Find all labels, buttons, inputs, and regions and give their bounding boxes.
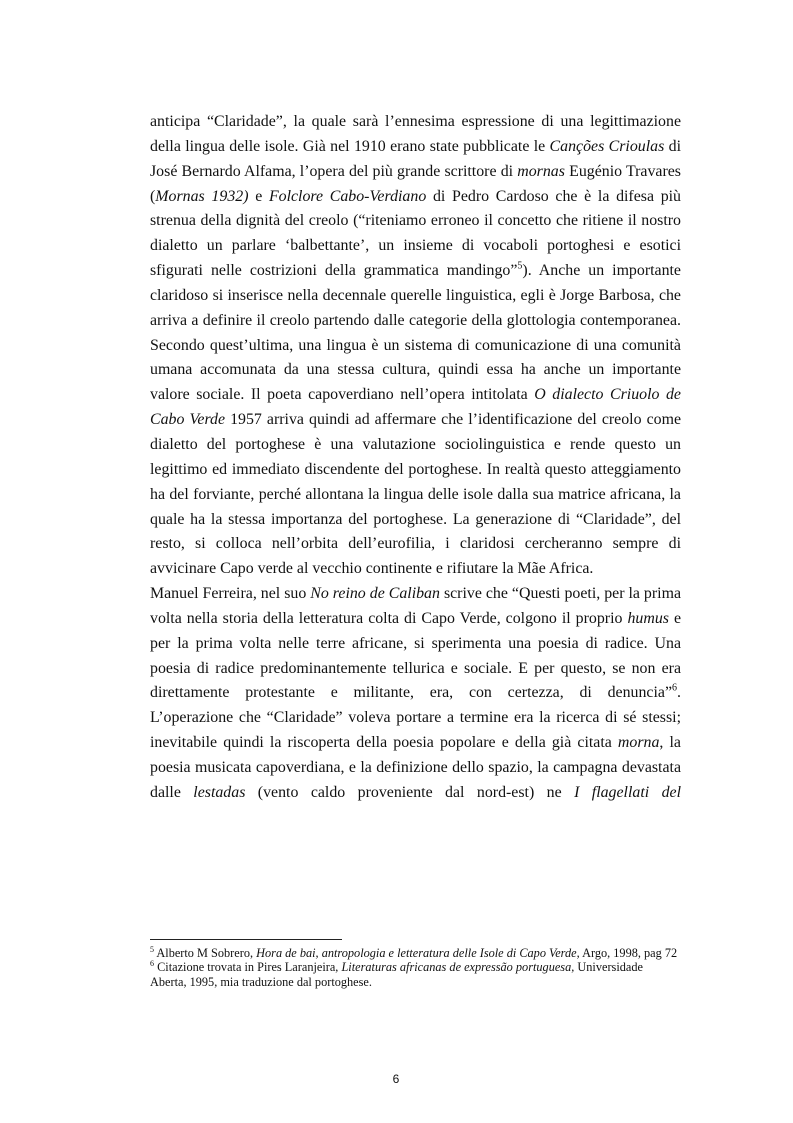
text-run: Citazione trovata in Pires Laranjeira, <box>154 960 342 975</box>
footnote-number: 6 <box>150 959 154 969</box>
italic-title: Canções Crioulas <box>549 137 665 155</box>
text-run: e <box>248 187 269 205</box>
text-run: scrive che “Questi poeti, per la prima volta nella storia della letteratura colta di Capo Verde, colgono il proprio <box>150 585 681 627</box>
footnote <box>150 960 681 989</box>
italic-title: No reino de Caliban <box>310 585 440 603</box>
footnotes <box>150 946 681 989</box>
text-run: ). Anche un importante claridoso si inserisce nella decennale querelle linguistica, egli è Jorge Barbosa, che arriva a definire il creolo partendo dalle categorie della glottologia contemporanea. Secondo quest’ultima, una lingua è un sistema di comunicazione di una comunità umana accomunata da una stessa cultura, quindi essa ha anche un importante valore sociale. Il poeta capoverdiano nell’opera intitolata <box>150 262 681 404</box>
italic-term: lestadas <box>193 783 246 801</box>
footnote-number: 5 <box>150 944 154 954</box>
paragraph <box>150 110 681 582</box>
text-run: di José Bernardo Alfama, l’opera del più grande scrittore di <box>150 137 681 180</box>
footnote-separator <box>150 939 342 940</box>
text-run: anticipa “Claridade”, la quale sarà l’ennesima espressione di una legittimazione della lingua delle isole. Già nel 1910 erano state pubblicate le <box>150 113 681 155</box>
italic-title: O dialecto Criuolo de Cabo Verde <box>150 386 681 429</box>
page-number: 6 <box>392 1072 400 1086</box>
text-run: (vento caldo proveniente dal nord-est) ne <box>245 783 575 801</box>
italic-term: humus <box>627 609 669 627</box>
body-text <box>150 110 681 806</box>
paragraph <box>150 706 681 805</box>
text-run: Eugénio Travares ( <box>150 162 681 205</box>
paragraph <box>150 582 681 706</box>
italic-title: Hora de bai, antropologia e letteratura delle Isole di Capo Verde, <box>256 946 580 960</box>
italic-title: Literaturas africanas de expressão portuguesa, <box>341 960 575 975</box>
text-run: Manuel Ferreira, nel suo <box>150 585 311 603</box>
text-run: L’operazione che “Claridade” voleva portare a termine era la ricerca di sé stessi; inevitabile quindi la riscoperta della poesia popolare e della già citata <box>150 709 681 752</box>
text-run: , la poesia musicata capoverdiana, e la definizione dello spazio, la campagna devastata dalle <box>150 734 681 801</box>
italic-term: mornas <box>517 162 565 180</box>
footnote <box>150 946 681 960</box>
text-run: di Pedro Cardoso che è la difesa più strenua della dignità del creolo (“riteniamo erroneo il concetto che ritiene il nostro dialetto un parlare ‘balbettante’, un insieme di vocaboli portoghesi e esotici sfigurati nelle costrizioni della grammatica mandingo” <box>150 187 681 280</box>
italic-term: morna <box>617 734 660 752</box>
text-run: 1957 arriva quindi ad affermare che l’identificazione del creolo come dialetto del portoghese è una valutazione sociolinguistica e rende questo un legittimo ed immediato discendente del portoghese. In realtà questo atteggiamento ha del forviante, perché allontana la lingua delle isole dalla sua matrice africana, la quale ha la stessa importanza del portoghese. La generazione di “Claridade”, del resto, si colloca nell’orbita dell’eurofilia, i claridosi cercheranno sempre di avvicinare Capo verde al vecchio continente e rifiutare la Mãe Africa. <box>150 411 681 578</box>
text-run: Argo, 1998, pag 72 <box>579 946 678 960</box>
italic-title: Folclore Cabo-Verdiano <box>268 187 427 205</box>
italic-title: I flagellati del <box>574 783 681 801</box>
text-run: Alberto M Sobrero, <box>154 946 257 960</box>
text-run: e per la prima volta nelle terre africane, si sperimenta una poesia di radice. Una poesia di radice predominantemente tellurica e sociale. E per questo, se non era direttamente protestante e militante, era, con certezza, di denuncia” <box>150 609 681 702</box>
text-run: Universidade Aberta, 1995, mia traduzione dal portoghese. <box>150 960 643 989</box>
italic-title: Mornas 1932) <box>155 187 249 205</box>
footnote-marker: 6 <box>672 683 678 695</box>
footnote-marker: 5 <box>517 260 523 272</box>
text-run: . <box>677 684 681 702</box>
